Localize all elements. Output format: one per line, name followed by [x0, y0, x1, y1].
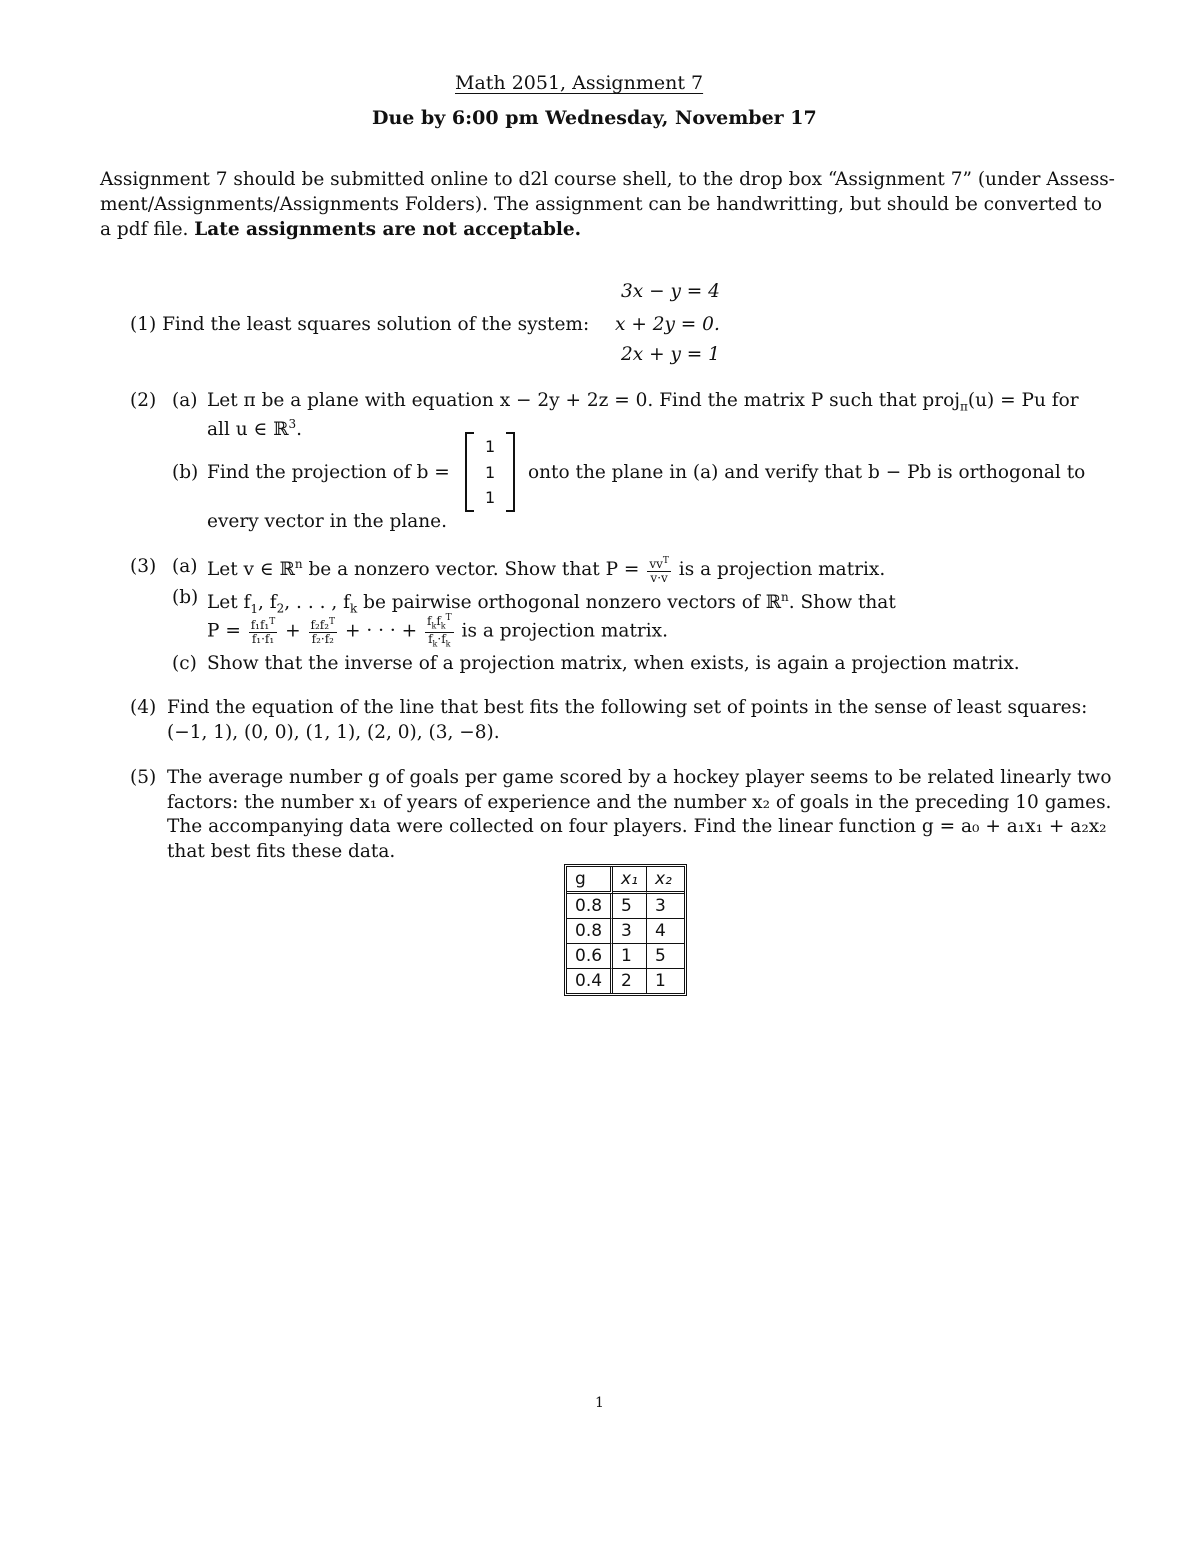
vector-entry-1: 1 — [485, 437, 496, 456]
matrix-right-bracket — [506, 432, 515, 512]
q3b-superscript: n — [781, 590, 789, 604]
q3b-vector-list: , $f_2$, . . . , $f_k$ — [258, 592, 358, 616]
q4-points: (−1, 1), (0, 0), (1, 1), (2, 0), (3, −8). — [167, 722, 500, 743]
intro-line-2: ment/Assignments/Assignments Folders). The assignment can be handwritting, but should be converted to — [100, 194, 1103, 215]
table-cell: 1 — [654, 971, 666, 991]
q2a-line-2 — [207, 412, 302, 442]
q3b-subscripts: 1 — [250, 601, 259, 616]
table-header-row — [567, 867, 684, 894]
q1-equation-1: 3x − y = 4 — [621, 281, 720, 302]
q3-number: (3) — [130, 556, 157, 577]
q3a-text: Let v ∈ ℝ — [207, 559, 295, 581]
q3b-text-mid: be pairwise orthogonal nonzero vectors of ℝ — [357, 592, 781, 614]
table-row — [567, 894, 684, 919]
q5-line-3: The accompanying data were collected on four players. Find the linear function g = a₀ + a₁x₁ + a₂x₂ — [167, 816, 1107, 837]
q3b-suffix: is a projection matrix. — [461, 620, 668, 642]
q1-label: (1) Find the least squares solution of the system: — [130, 314, 590, 335]
table-cell: 0.4 — [567, 969, 613, 993]
q2a-text-1: Let π be a plane with equation x − 2y + 2z = 0. Find the matrix P such that proj — [207, 390, 960, 411]
q2b-line-2: every vector in the plane. — [207, 511, 448, 532]
late-policy: Late assignments are not acceptable. — [194, 219, 582, 240]
q2b-text-1: Find the projection of b = — [207, 462, 450, 483]
q3a-frac-num: vv — [649, 557, 663, 572]
table-header-x2: x₂ — [647, 867, 684, 894]
q3b-p-equals: P = — [207, 620, 241, 642]
q3b-text: Let f — [207, 592, 251, 614]
table-cell: 3 — [647, 894, 684, 919]
due-date: Due by 6:00 pm Wednesday, November 17 — [372, 107, 817, 129]
table-cell: 1 — [613, 944, 647, 969]
table-row — [567, 919, 684, 944]
q3c-label: (c) — [172, 653, 197, 674]
data-table — [564, 864, 687, 996]
q5-line-4: that best fits these data. — [167, 841, 396, 862]
q2a-superscript: 3 — [288, 417, 297, 431]
q5-line-1: The average number g of goals per game scored by a hockey player seems to be related linearly two — [167, 767, 1112, 788]
q2a-text-2: (u) = Pu for — [967, 390, 1079, 411]
q2a-label: (a) — [172, 390, 198, 411]
q3a-frac-den: v·v — [650, 571, 668, 586]
table-cell: 0.8 — [567, 894, 613, 919]
q3a-frac-num-sup: T — [662, 556, 669, 567]
intro-line-3-prefix: a pdf file. — [100, 219, 195, 240]
vector-entry-2: 1 — [485, 463, 496, 482]
q3a-text-2: be a nonzero vector. Show that P = — [302, 559, 640, 581]
table-cell: 5 — [647, 944, 684, 969]
q2a-period: . — [296, 419, 303, 441]
q2a-line-2-text: all u ∈ ℝ — [207, 419, 289, 441]
q3c-text: Show that the inverse of a projection matrix, when exists, is again a projection matrix. — [207, 653, 1020, 674]
table-cell: 4 — [647, 919, 684, 944]
q3a-text-3: is a projection matrix. — [672, 559, 886, 581]
table-cell: 2 — [613, 969, 647, 993]
q3b-label: (b) — [172, 587, 199, 608]
table-cell: 3 — [613, 919, 647, 944]
page-number: 1 — [595, 1395, 604, 1411]
q2-number: (2) — [130, 390, 157, 411]
q3a-line — [207, 552, 885, 585]
q5-line-2: factors: the number x₁ of years of experience and the number x₂ of goals in the preceding 10 games. — [167, 792, 1112, 813]
table-header-x1: x₁ — [613, 867, 647, 894]
intro-line-3 — [100, 217, 581, 242]
q4-line-1: Find the equation of the line that best fits the following set of points in the sense of least squares: — [167, 697, 1088, 718]
q2a-subscript: π — [960, 399, 968, 414]
page-title: Math 2051, Assignment 7 — [455, 72, 704, 94]
q3b-end: . Show that — [788, 592, 896, 614]
q2a-line-1 — [207, 388, 1079, 420]
vector-entry-3: 1 — [485, 488, 496, 507]
matrix-left-bracket — [465, 432, 474, 512]
q2b-text-2: onto the plane in (a) and verify that b − Pb is orthogonal to — [528, 462, 1086, 483]
q3b-fraction-k: $\frac{f_kf_k^T}{f_k\cdot f_k}$ — [427, 613, 452, 649]
table-row — [567, 944, 684, 969]
q1-equation-3: 2x + y = 1 — [621, 344, 720, 365]
table-cell: 0.6 — [567, 944, 613, 969]
table-header-g: g — [567, 867, 613, 894]
q4-number: (4) — [130, 697, 157, 718]
table-cell: 0.8 — [567, 919, 613, 944]
q5-number: (5) — [130, 767, 157, 788]
q3b-fraction-1: $\frac{f_1f_1^T}{\text{f₁·f₁}}$ — [250, 617, 276, 647]
q3b-line-2: P = $\frac{f_1f_1^T}{\text{f₁·f₁}}$ + $\frac{f_2f_2^T}{\text{f₂·f₂}}$ + · · · + $\frac{f_kf_k^T}{f_k\cdot f_k}$ is a projection matrix. — [207, 613, 668, 649]
q3a-label: (a) — [172, 556, 198, 577]
q3a-superscript: n — [294, 557, 303, 571]
q3a-fraction — [647, 555, 671, 585]
table-cell: 5 — [613, 894, 647, 919]
table-row — [567, 969, 684, 993]
q2b-label: (b) — [172, 462, 199, 483]
intro-line-1: Assignment 7 should be submitted online to d2l course shell, to the drop box “Assignment 7” (under Assess- — [100, 169, 1115, 190]
q1-equation-2: x + 2y = 0. — [615, 314, 720, 335]
q3b-fraction-2: $\frac{f_2f_2^T}{\text{f₂·f₂}}$ — [310, 617, 336, 647]
